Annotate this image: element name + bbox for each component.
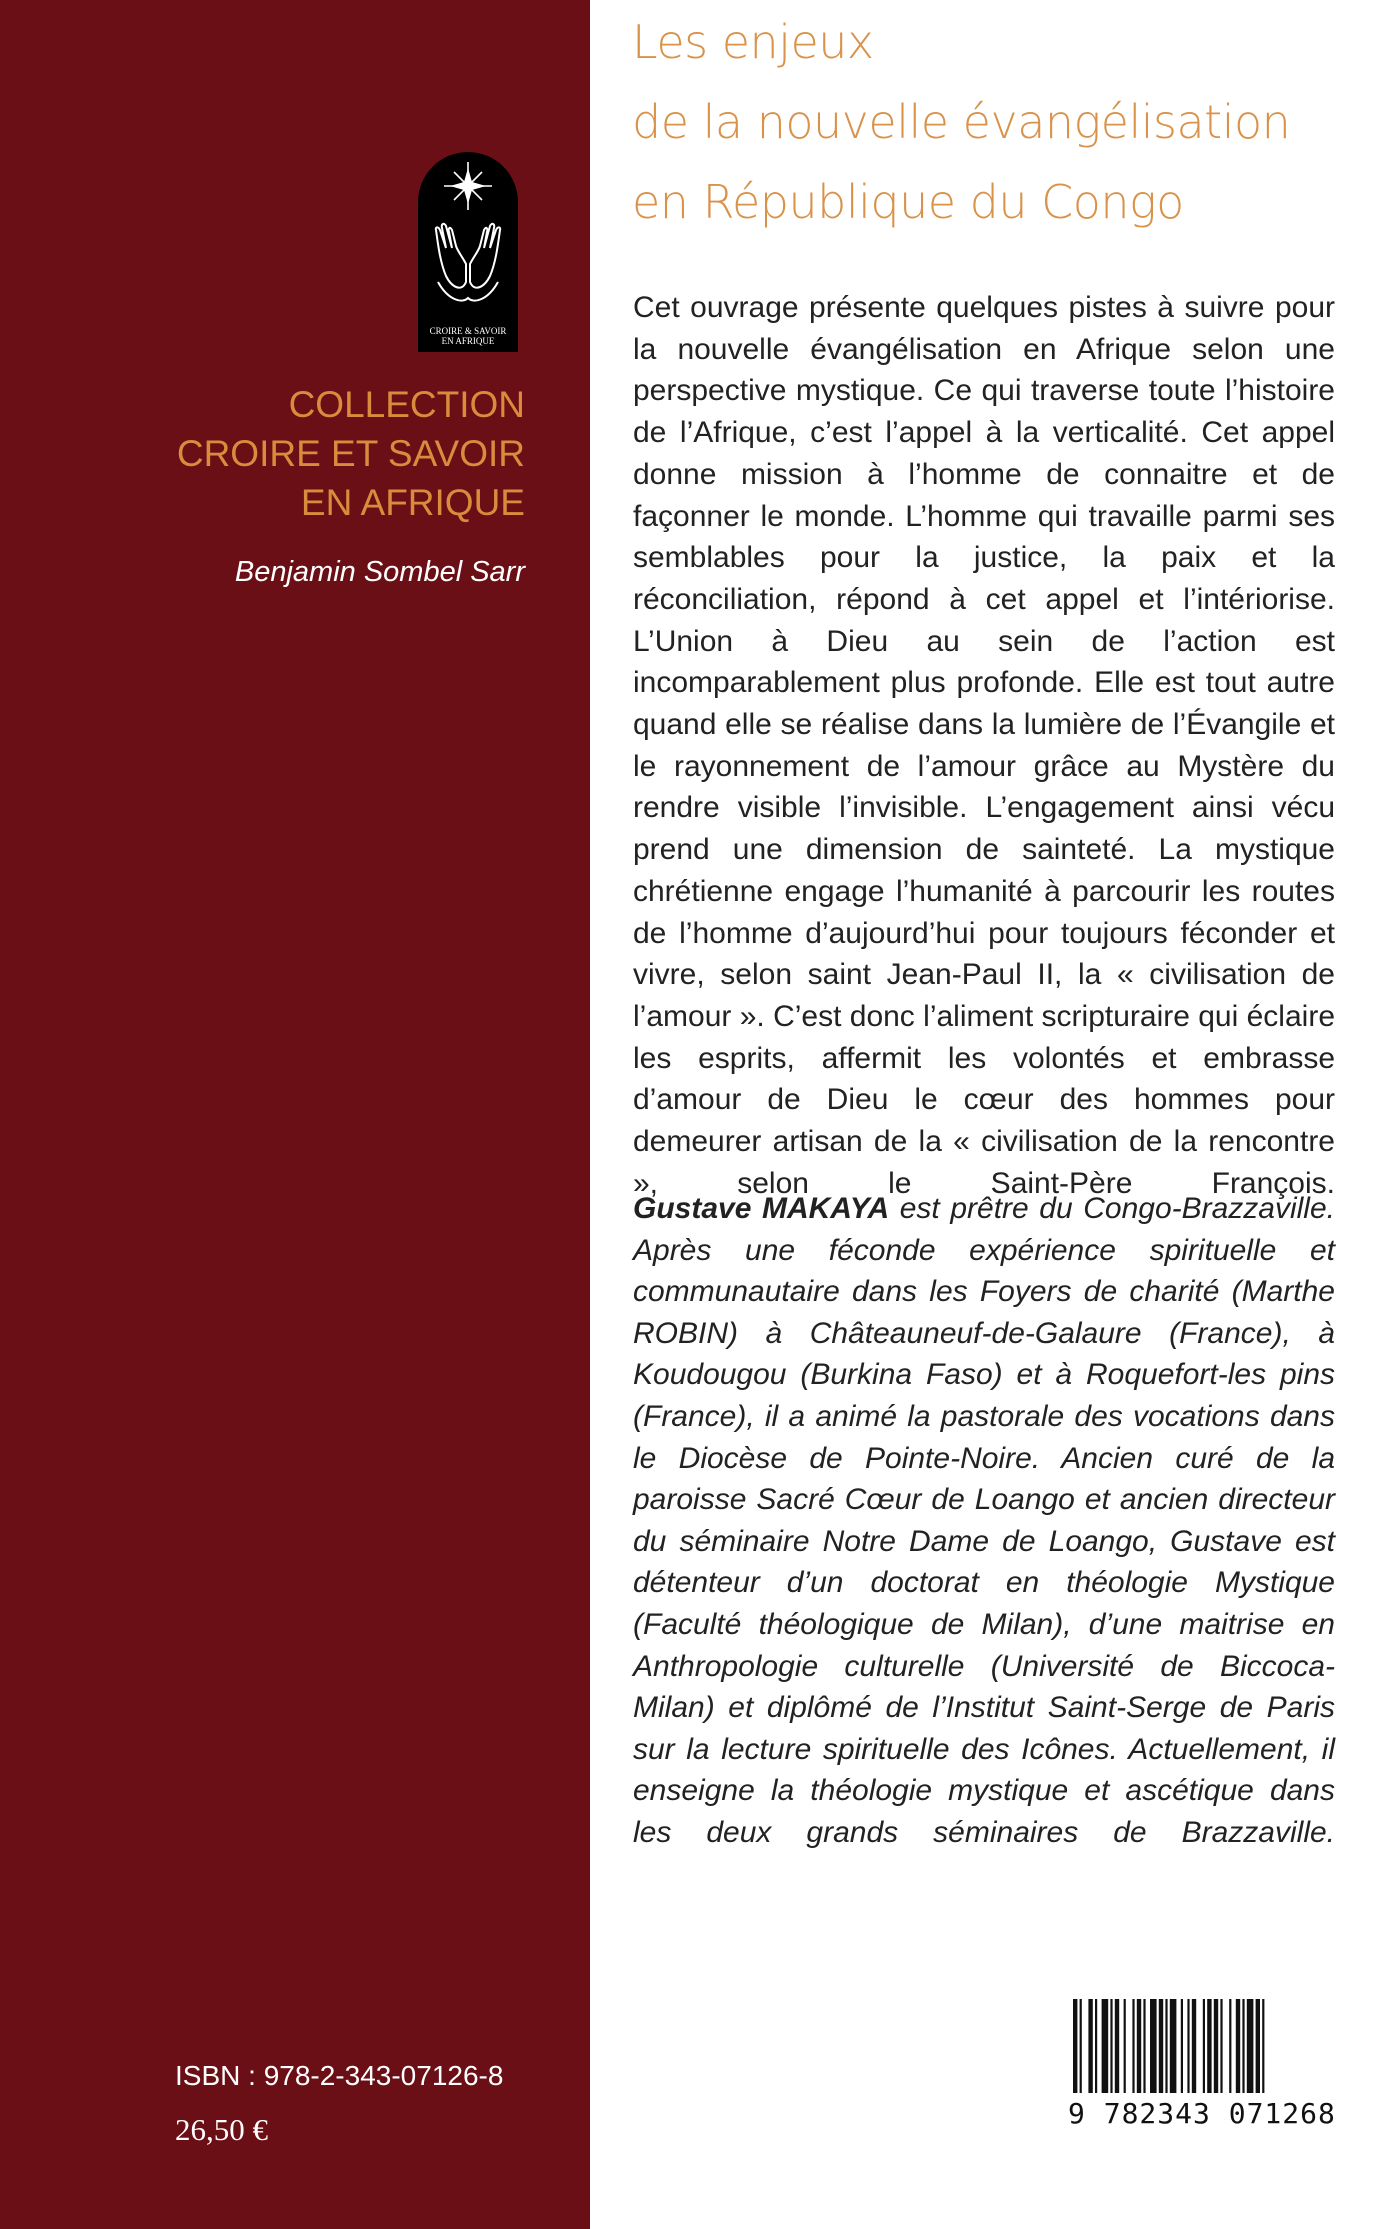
collection-line-2: CROIRE ET SAVOIR xyxy=(176,433,525,474)
author-name: Gustave MAKAYA xyxy=(633,1192,890,1225)
isbn: ISBN : 978-2-343-07126-8 xyxy=(175,2060,504,2091)
barcode-bars xyxy=(1067,1999,1337,2093)
book-title-line-2: de la nouvelle évangélisation xyxy=(632,95,1291,149)
collection-line-1: COLLECTION xyxy=(288,384,525,425)
book-title-line-1: Les enjeux xyxy=(632,15,874,69)
logo-text-line1: CROIRE & SAVOIR xyxy=(429,326,507,336)
book-summary: Cet ouvrage présente quelques pistes à suivre pour la nouvelle évangélisation en Afrique selon une perspective mystique. Ce qui traverse toute l’histoire de l’Afrique, c’est l’appel à la verticalité. Cet appel donne mission à l’homme de connaitre et de façonner le monde. L’homme qui travaille parmi ses semblables pour la justice, la paix et la réconciliation, répond à cet appel et l’intériorise. L’Union à Dieu au sein de l’action est incomparablement plus profonde. Elle est tout autre quand elle se réalise dans la lumière de l’Évangile et le rayonnement de l’amour grâce au Mystère du rendre visible l’invisible. L’engagement ainsi vécu prend une dimension de sainteté. La mystique chrétienne engage l’humanité à parcourir les routes de l’homme d’aujourd’hui pour toujours féconder et vivre, selon saint Jean-Paul II, la « civilisation de l’amour ». C’est donc l’aliment scripturaire qui éclaire les esprits, affermit les volontés et embrasse d’amour de Dieu le cœur des hommes pour demeurer artisan de la « civilisation de la rencontre », selon le Saint-Père François. xyxy=(633,291,1335,1200)
logo-text-line2: EN AFRIQUE xyxy=(441,336,495,346)
collection-name xyxy=(177,380,525,527)
collection-logo xyxy=(418,152,518,352)
book-title-line-3: en République du Congo xyxy=(632,175,1184,229)
barcode-digits: 9 782343 071268 xyxy=(1068,2097,1336,2130)
collection-line-3: EN AFRIQUE xyxy=(300,482,525,523)
star-hands-logo-icon xyxy=(418,152,518,330)
author-bio-text: est prêtre du Congo-Brazzaville. Après une féconde expérience spirituelle et communautaire dans les Foyers de charité (Marthe ROBIN) à Châteauneuf-de-Galaure (France), à Koudougou (Burkina Faso) et à Roquefort-les pins (France), il a animé la pastorale des vocations dans le Diocèse de Pointe-Noire. Ancien curé de la paroisse Sacré Cœur de Loango et ancien directeur du séminaire Notre Dame de Loango, Gustave est détenteur d’un doctorat en théologie Mystique (Faculté théologique de Milan), d’une maitrise en Anthropologie culturelle (Université de Biccoca-Milan) et diplômé de l’Institut Saint-Serge de Paris sur la lecture spirituelle des Icônes. Actuellement, il enseigne la théologie mystique et ascétique dans les deux grands séminaires de Brazzaville. xyxy=(633,1192,1335,1849)
author-bio xyxy=(633,1188,1335,1854)
book-title xyxy=(632,2,1290,242)
collection-director: Benjamin Sombel Sarr xyxy=(234,556,525,588)
price: 26,50 € xyxy=(175,2112,268,2147)
